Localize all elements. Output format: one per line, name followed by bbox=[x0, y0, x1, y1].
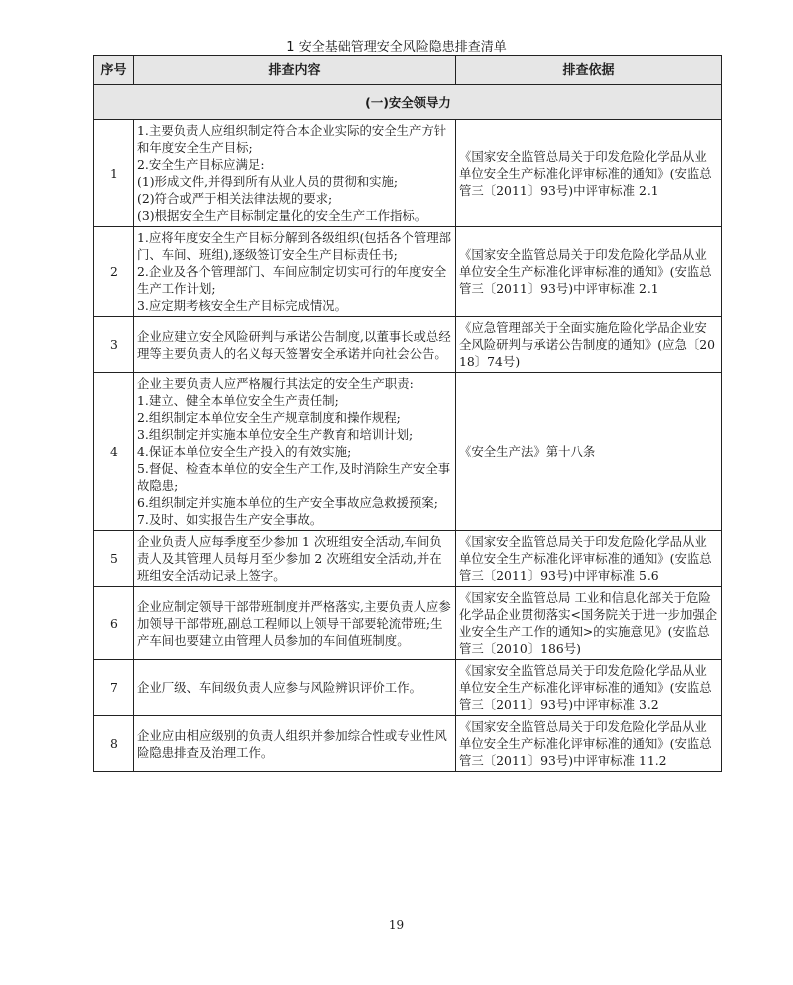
row-number: 5 bbox=[94, 531, 134, 587]
row-basis: 《国家安全监管总局关于印发危险化学品从业单位安全生产标准化评审标准的通知》(安监总管三〔2011〕93号)中评审标准 5.6 bbox=[456, 531, 722, 587]
page-number: 19 bbox=[388, 918, 405, 932]
row-content bbox=[134, 120, 456, 227]
table-row bbox=[94, 317, 722, 373]
content-line: 3.组织制定并实施本单位安全生产教育和培训计划; bbox=[137, 427, 414, 442]
row-number: 6 bbox=[94, 587, 134, 660]
row-content bbox=[134, 531, 456, 587]
content-line: 2.企业及各个管理部门、车间应制定切实可行的年度安全生产工作计划; bbox=[137, 264, 447, 296]
content-line: 1.建立、健全本单位安全生产责任制; bbox=[137, 393, 339, 408]
content-line: 7.及时、如实报告生产安全事故。 bbox=[137, 512, 323, 527]
row-number: 4 bbox=[94, 373, 134, 531]
content-line: 企业负责人应每季度至少参加 1 次班组安全活动,车间负责人及其管理人员每月至少参加 2 次班组安全活动,并在班组安全活动记录上签字。 bbox=[137, 534, 442, 583]
content-line: 5.督促、检查本单位的安全生产工作,及时消除生产安全事故隐患; bbox=[137, 461, 451, 493]
row-basis: 《国家安全监管总局关于印发危险化学品从业单位安全生产标准化评审标准的通知》(安监总管三〔2011〕93号)中评审标准 11.2 bbox=[456, 716, 722, 772]
table-row bbox=[94, 373, 722, 531]
row-basis: 《国家安全监管总局关于印发危险化学品从业单位安全生产标准化评审标准的通知》(安监总管三〔2011〕93号)中评审标准 2.1 bbox=[456, 227, 722, 317]
row-number: 3 bbox=[94, 317, 134, 373]
row-content bbox=[134, 317, 456, 373]
content-line: 3.应定期考核安全生产目标完成情况。 bbox=[137, 298, 348, 313]
row-basis: 《应急管理部关于全面实施危险化学品企业安全风险研判与承诺公告制度的通知》(应急〔2018〕74号) bbox=[456, 317, 722, 373]
row-content bbox=[134, 587, 456, 660]
table-row bbox=[94, 660, 722, 716]
content-line: 企业厂级、车间级负责人应参与风险辨识评价工作。 bbox=[137, 680, 422, 695]
row-number: 1 bbox=[94, 120, 134, 227]
content-line: 企业主要负责人应严格履行其法定的安全生产职责: bbox=[137, 376, 414, 391]
content-line: (1)形成文件,并得到所有从业人员的贯彻和实施; bbox=[137, 174, 399, 189]
header-no: 序号 bbox=[94, 56, 134, 85]
table-row bbox=[94, 120, 722, 227]
row-content bbox=[134, 227, 456, 317]
content-line: 2.组织制定本单位安全生产规章制度和操作规程; bbox=[137, 410, 401, 425]
row-content bbox=[134, 716, 456, 772]
row-content bbox=[134, 660, 456, 716]
row-number: 7 bbox=[94, 660, 134, 716]
content-line: 企业应由相应级别的负责人组织并参加综合性或专业性风险隐患排查及治理工作。 bbox=[137, 727, 447, 760]
table-row bbox=[94, 227, 722, 317]
row-basis: 《国家安全监管总局 工业和信息化部关于危险化学品企业贯彻落实<国务院关于进一步加强企业安全生产工作的通知>的实施意见》(安监总管三〔2010〕186号) bbox=[456, 587, 722, 660]
section-title: (一)安全领导力 bbox=[94, 85, 722, 120]
table-row bbox=[94, 531, 722, 587]
content-line: (2)符合或严于相关法律法规的要求; bbox=[137, 191, 333, 206]
section-row bbox=[94, 85, 722, 120]
content-line: 企业应制定领导干部带班制度并严格落实,主要负责人应参加领导干部带班,副总工程师以上领导干部要轮流带班;生产车间也要建立由管理人员参加的车间值班制度。 bbox=[137, 598, 451, 648]
row-basis: 《国家安全监管总局关于印发危险化学品从业单位安全生产标准化评审标准的通知》(安监总管三〔2011〕93号)中评审标准 2.1 bbox=[456, 120, 722, 227]
content-line: (3)根据安全生产目标制定量化的安全生产工作指标。 bbox=[137, 208, 428, 223]
row-basis: 《安全生产法》第十八条 bbox=[456, 373, 722, 531]
content-line: 6.组织制定并实施本单位的生产安全事故应急救援预案; bbox=[137, 495, 438, 510]
row-basis: 《国家安全监管总局关于印发危险化学品从业单位安全生产标准化评审标准的通知》(安监总管三〔2011〕93号)中评审标准 3.2 bbox=[456, 660, 722, 716]
content-line: 1.应将年度安全生产目标分解到各级组织(包括各个管理部门、车间、班组),逐级签订安全生产目标责任书; bbox=[137, 230, 452, 262]
content-line: 4.保证本单位安全生产投入的有效实施; bbox=[137, 444, 352, 459]
row-number: 2 bbox=[94, 227, 134, 317]
content-line: 企业应建立安全风险研判与承诺公告制度,以董事长或总经理等主要负责人的名义每天签署安全承诺并向社会公告。 bbox=[137, 328, 451, 361]
table-row bbox=[94, 716, 722, 772]
header-content: 排查内容 bbox=[134, 56, 456, 85]
content-line: 1.主要负责人应组织制定符合本企业实际的安全生产方针和年度安全生产目标; bbox=[137, 123, 447, 155]
document-title: 1 安全基础管理安全风险隐患排查清单 bbox=[286, 40, 507, 55]
row-number: 8 bbox=[94, 716, 134, 772]
table-row bbox=[94, 587, 722, 660]
checklist-table bbox=[93, 55, 722, 772]
header-row bbox=[94, 56, 722, 85]
header-basis: 排查依据 bbox=[456, 56, 722, 85]
row-content bbox=[134, 373, 456, 531]
content-line: 2.安全生产目标应满足: bbox=[137, 157, 265, 172]
